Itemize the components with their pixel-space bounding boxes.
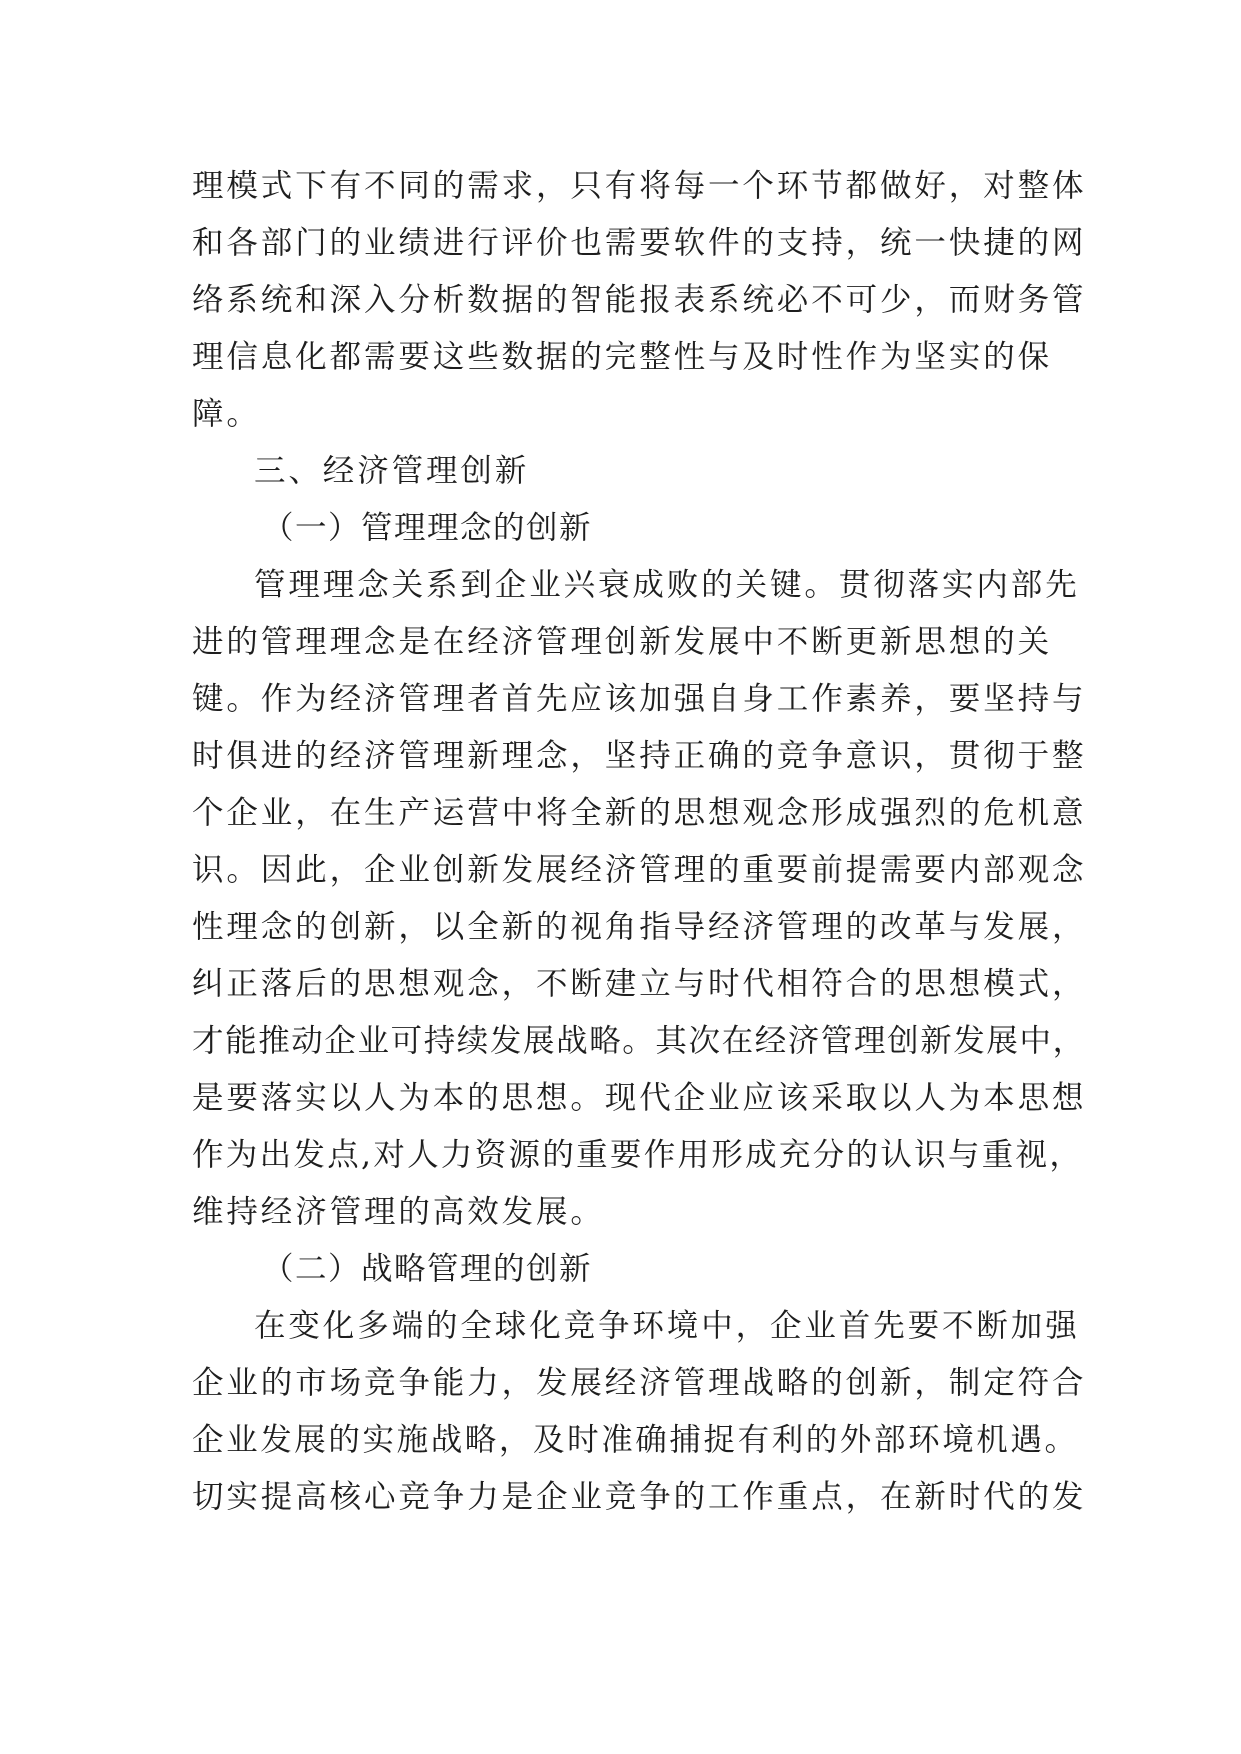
text-line: 进的管理理念是在经济管理创新发展中不断更新思想的关 [192, 624, 1053, 660]
text-line: 和各部门的业绩进行评价也需要软件的支持，统一快捷的网 [192, 225, 1087, 261]
text-line: 理信息化都需要这些数据的完整性与及时性作为坚实的保 [192, 339, 1053, 375]
text-line: 作为出发点,对人力资源的重要作用形成充分的认识与重视， [192, 1137, 1084, 1173]
text-line: 企业发展的实施战略，及时准确捕捉有利的外部环境机遇。 [192, 1422, 1079, 1458]
text-line: 企业的市场竞争能力，发展经济管理战略的创新，制定符合 [192, 1365, 1087, 1401]
text-line: 键。作为经济管理者首先应该加强自身工作素养，要坚持与 [192, 681, 1087, 717]
subsection-heading: （一）管理理念的创新 [262, 510, 593, 546]
text-line: 理模式下有不同的需求，只有将每一个环节都做好，对整体 [192, 168, 1087, 204]
text-line: 络系统和深入分析数据的智能报表系统必不可少，而财务管 [192, 282, 1087, 318]
text-line: 纠正落后的思想观念，不断建立与时代相符合的思想模式， [192, 966, 1087, 1002]
text-line: 在变化多端的全球化竞争环境中，企业首先要不断加强 [254, 1308, 1080, 1344]
text-line: 个企业，在生产运营中将全新的思想观念形成强烈的危机意 [192, 795, 1087, 831]
text-line: 识。因此，企业创新发展经济管理的重要前提需要内部观念 [192, 852, 1087, 888]
text-line: 维持经济管理的高效发展。 [192, 1194, 605, 1230]
subsection-heading: （二）战略管理的创新 [262, 1251, 593, 1287]
text-line: 时俱进的经济管理新理念，坚持正确的竞争意识，贯彻于整 [192, 738, 1087, 774]
text-line: 障。 [192, 396, 261, 432]
section-heading: 三、经济管理创新 [254, 453, 530, 489]
text-line: 是要落实以人为本的思想。现代企业应该采取以人为本思想 [192, 1080, 1087, 1116]
text-line: 性理念的创新，以全新的视角指导经济管理的改革与发展， [192, 909, 1087, 945]
text-line: 切实提高核心竞争力是企业竞争的工作重点，在新时代的发 [192, 1479, 1087, 1515]
text-line: 管理理念关系到企业兴衰成败的关键。贯彻落实内部先 [254, 567, 1080, 603]
text-line: 才能推动企业可持续发展战略。其次在经济管理创新发展中， [192, 1023, 1086, 1059]
